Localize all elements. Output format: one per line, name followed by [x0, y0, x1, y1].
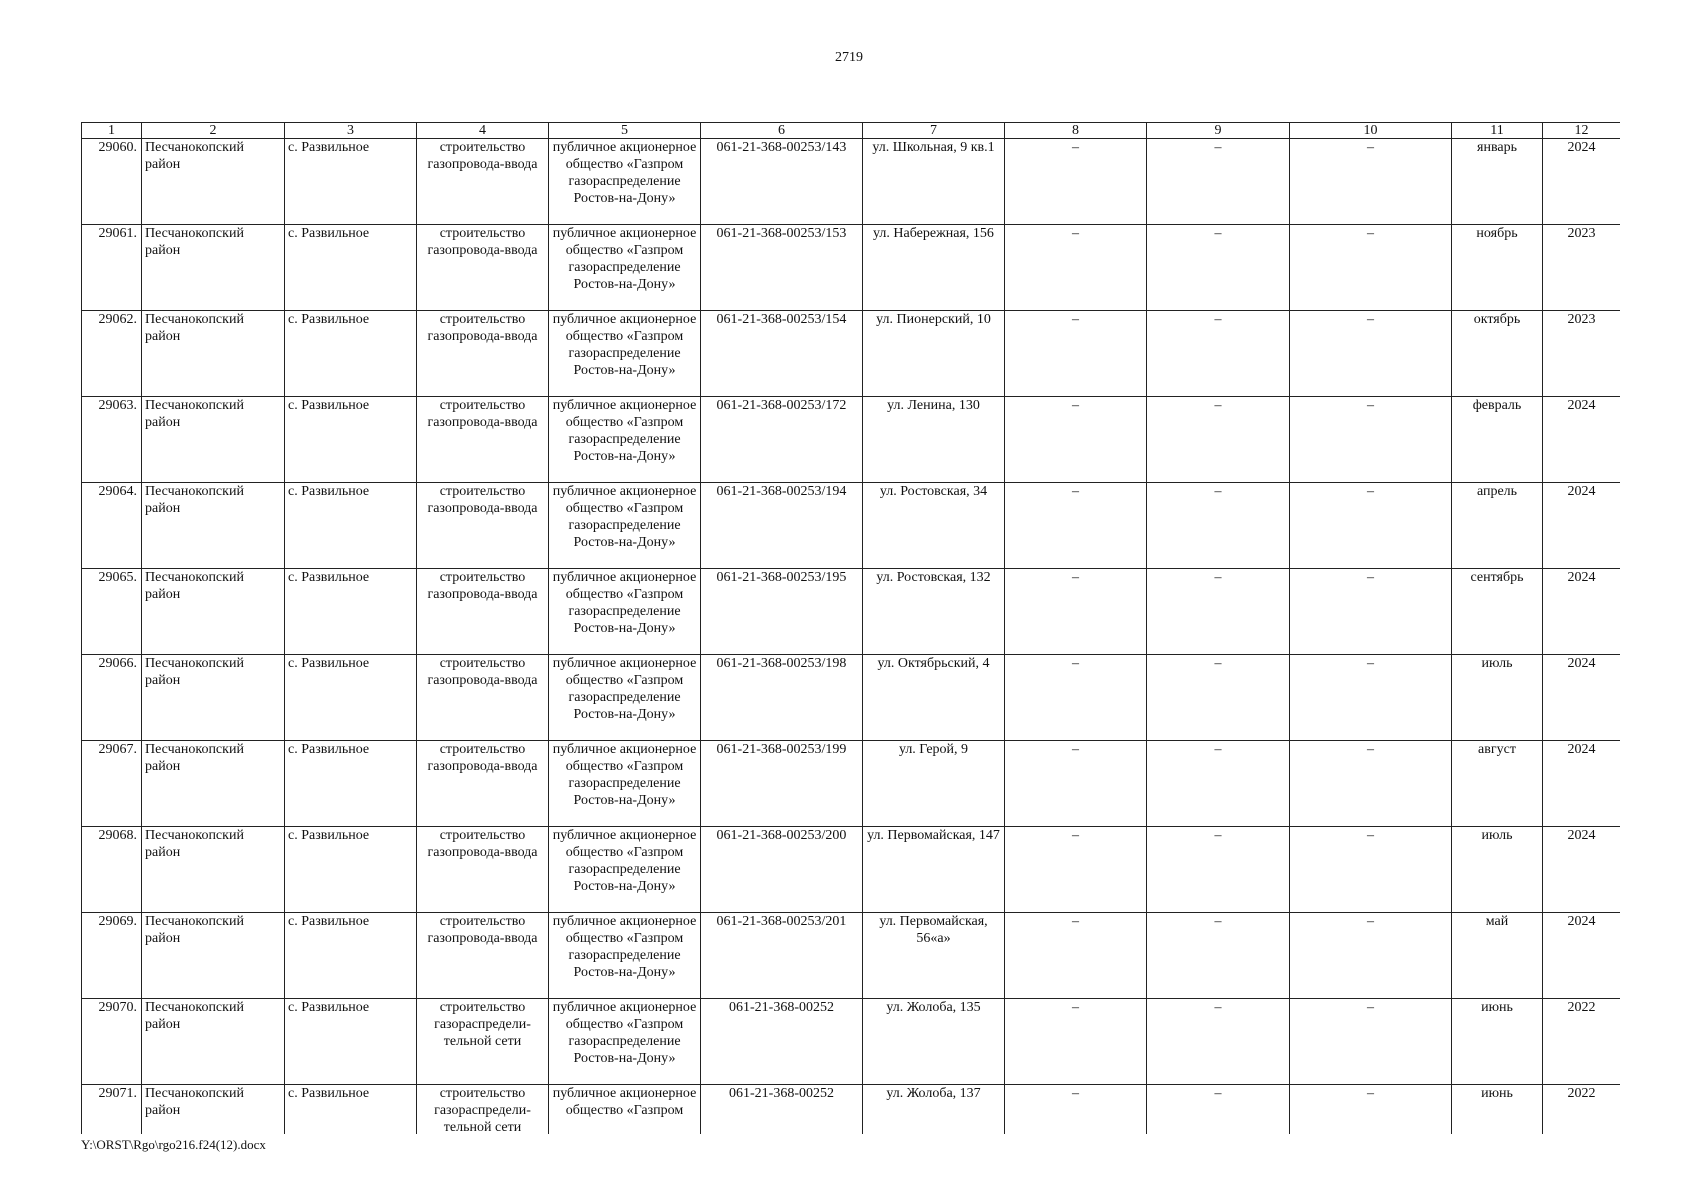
project-code-cell: 061-21-368-00253/153 — [701, 225, 863, 311]
column-9-cell: – — [1147, 999, 1290, 1085]
year-cell: 2024 — [1543, 913, 1621, 999]
column-9-cell: – — [1147, 655, 1290, 741]
settlement-cell: с. Развильное — [285, 139, 417, 225]
column-header-4: 4 — [417, 123, 549, 139]
district-cell: Песчанокопский район — [142, 139, 285, 225]
address-cell: ул. Школьная, 9 кв.1 — [863, 139, 1005, 225]
address-cell: ул. Ростовская, 132 — [863, 569, 1005, 655]
column-header-3: 3 — [285, 123, 417, 139]
column-10-cell: – — [1290, 999, 1452, 1085]
organization-cell: публичное акционерное общество «Газпром газораспределение Ростов-на-Дону» — [549, 139, 701, 225]
year-cell: 2024 — [1543, 139, 1621, 225]
organization-cell: публичное акционерное общество «Газпром газораспределение Ростов-на-Дону» — [549, 225, 701, 311]
row-number-cell: 29070. — [82, 999, 142, 1085]
table-header — [82, 123, 1621, 139]
table-body — [82, 139, 1621, 1135]
column-9-cell: – — [1147, 827, 1290, 913]
table-row — [82, 1085, 1621, 1135]
address-cell: ул. Первомайская, 147 — [863, 827, 1005, 913]
table-row — [82, 655, 1621, 741]
row-number-cell: 29062. — [82, 311, 142, 397]
month-cell: август — [1452, 741, 1543, 827]
column-9-cell: – — [1147, 1085, 1290, 1135]
month-cell: май — [1452, 913, 1543, 999]
work-type-cell: строительство газораспредели-тельной сети — [417, 1085, 549, 1135]
year-cell: 2024 — [1543, 827, 1621, 913]
year-cell: 2024 — [1543, 569, 1621, 655]
column-8-cell: – — [1005, 311, 1147, 397]
address-cell: ул. Пионерский, 10 — [863, 311, 1005, 397]
page-number: 2719 — [835, 50, 863, 65]
table-row — [82, 139, 1621, 225]
table-row — [82, 311, 1621, 397]
settlement-cell: с. Развильное — [285, 827, 417, 913]
settlement-cell: с. Развильное — [285, 569, 417, 655]
address-cell: ул. Ростовская, 34 — [863, 483, 1005, 569]
settlement-cell: с. Развильное — [285, 225, 417, 311]
settlement-cell: с. Развильное — [285, 741, 417, 827]
district-cell: Песчанокопский район — [142, 311, 285, 397]
organization-cell: публичное акционерное общество «Газпром газораспределение Ростов-на-Дону» — [549, 827, 701, 913]
header-row — [82, 123, 1621, 139]
settlement-cell: с. Развильное — [285, 999, 417, 1085]
row-number-cell: 29060. — [82, 139, 142, 225]
column-header-11: 11 — [1452, 123, 1543, 139]
project-code-cell: 061-21-368-00252 — [701, 1085, 863, 1135]
row-number-cell: 29064. — [82, 483, 142, 569]
month-cell: апрель — [1452, 483, 1543, 569]
project-code-cell: 061-21-368-00253/201 — [701, 913, 863, 999]
address-cell: ул. Жолоба, 135 — [863, 999, 1005, 1085]
table-row — [82, 913, 1621, 999]
document-table-wrapper — [81, 122, 1620, 1134]
month-cell: июль — [1452, 655, 1543, 741]
column-8-cell: – — [1005, 139, 1147, 225]
row-number-cell: 29066. — [82, 655, 142, 741]
column-9-cell: – — [1147, 225, 1290, 311]
year-cell: 2024 — [1543, 655, 1621, 741]
table-row — [82, 225, 1621, 311]
column-header-8: 8 — [1005, 123, 1147, 139]
organization-cell: публичное акционерное общество «Газпром газораспределение Ростов-на-Дону» — [549, 741, 701, 827]
project-code-cell: 061-21-368-00253/195 — [701, 569, 863, 655]
project-code-cell: 061-21-368-00253/199 — [701, 741, 863, 827]
work-type-cell: строительство газопровода-ввода — [417, 311, 549, 397]
year-cell: 2024 — [1543, 483, 1621, 569]
column-10-cell: – — [1290, 1085, 1452, 1135]
project-code-cell: 061-21-368-00253/154 — [701, 311, 863, 397]
work-type-cell: строительство газопровода-ввода — [417, 913, 549, 999]
organization-cell: публичное акционерное общество «Газпром — [549, 1085, 701, 1135]
column-9-cell: – — [1147, 397, 1290, 483]
column-9-cell: – — [1147, 913, 1290, 999]
column-10-cell: – — [1290, 225, 1452, 311]
month-cell: ноябрь — [1452, 225, 1543, 311]
work-type-cell: строительство газопровода-ввода — [417, 569, 549, 655]
district-cell: Песчанокопский район — [142, 913, 285, 999]
column-header-5: 5 — [549, 123, 701, 139]
district-cell: Песчанокопский район — [142, 741, 285, 827]
settlement-cell: с. Развильное — [285, 483, 417, 569]
settlement-cell: с. Развильное — [285, 913, 417, 999]
column-10-cell: – — [1290, 139, 1452, 225]
column-10-cell: – — [1290, 655, 1452, 741]
column-header-2: 2 — [142, 123, 285, 139]
district-cell: Песчанокопский район — [142, 483, 285, 569]
column-9-cell: – — [1147, 483, 1290, 569]
column-8-cell: – — [1005, 913, 1147, 999]
row-number-cell: 29069. — [82, 913, 142, 999]
row-number-cell: 29063. — [82, 397, 142, 483]
work-type-cell: строительство газопровода-ввода — [417, 741, 549, 827]
month-cell: январь — [1452, 139, 1543, 225]
column-header-7: 7 — [863, 123, 1005, 139]
footer-file-path: Y:\ORST\Rgo\rgo216.f24(12).docx — [81, 1137, 266, 1152]
column-9-cell: – — [1147, 569, 1290, 655]
column-9-cell: – — [1147, 741, 1290, 827]
table-row — [82, 483, 1621, 569]
district-cell: Песчанокопский район — [142, 999, 285, 1085]
column-header-9: 9 — [1147, 123, 1290, 139]
month-cell: февраль — [1452, 397, 1543, 483]
table-row — [82, 397, 1621, 483]
column-10-cell: – — [1290, 741, 1452, 827]
project-code-cell: 061-21-368-00253/194 — [701, 483, 863, 569]
district-cell: Песчанокопский район — [142, 569, 285, 655]
column-8-cell: – — [1005, 655, 1147, 741]
row-number-cell: 29068. — [82, 827, 142, 913]
work-type-cell: строительство газопровода-ввода — [417, 827, 549, 913]
address-cell: ул. Жолоба, 137 — [863, 1085, 1005, 1135]
district-cell: Песчанокопский район — [142, 827, 285, 913]
organization-cell: публичное акционерное общество «Газпром газораспределение Ростов-на-Дону» — [549, 483, 701, 569]
project-code-cell: 061-21-368-00253/198 — [701, 655, 863, 741]
column-10-cell: – — [1290, 483, 1452, 569]
table-row — [82, 569, 1621, 655]
column-9-cell: – — [1147, 139, 1290, 225]
organization-cell: публичное акционерное общество «Газпром газораспределение Ростов-на-Дону» — [549, 913, 701, 999]
organization-cell: публичное акционерное общество «Газпром газораспределение Ростов-на-Дону» — [549, 397, 701, 483]
year-cell: 2023 — [1543, 225, 1621, 311]
column-8-cell: – — [1005, 483, 1147, 569]
column-8-cell: – — [1005, 1085, 1147, 1135]
work-type-cell: строительство газопровода-ввода — [417, 483, 549, 569]
column-10-cell: – — [1290, 569, 1452, 655]
month-cell: июнь — [1452, 1085, 1543, 1135]
column-8-cell: – — [1005, 827, 1147, 913]
document-table — [81, 122, 1620, 1134]
address-cell: ул. Октябрьский, 4 — [863, 655, 1005, 741]
table-row — [82, 999, 1621, 1085]
month-cell: октябрь — [1452, 311, 1543, 397]
column-header-1: 1 — [82, 123, 142, 139]
project-code-cell: 061-21-368-00252 — [701, 999, 863, 1085]
column-10-cell: – — [1290, 397, 1452, 483]
organization-cell: публичное акционерное общество «Газпром газораспределение Ростов-на-Дону» — [549, 311, 701, 397]
column-8-cell: – — [1005, 225, 1147, 311]
settlement-cell: с. Развильное — [285, 655, 417, 741]
work-type-cell: строительство газопровода-ввода — [417, 397, 549, 483]
address-cell: ул. Ленина, 130 — [863, 397, 1005, 483]
column-10-cell: – — [1290, 827, 1452, 913]
organization-cell: публичное акционерное общество «Газпром газораспределение Ростов-на-Дону» — [549, 655, 701, 741]
settlement-cell: с. Развильное — [285, 397, 417, 483]
column-10-cell: – — [1290, 311, 1452, 397]
month-cell: июль — [1452, 827, 1543, 913]
row-number-cell: 29061. — [82, 225, 142, 311]
month-cell: сентябрь — [1452, 569, 1543, 655]
year-cell: 2022 — [1543, 999, 1621, 1085]
organization-cell: публичное акционерное общество «Газпром газораспределение Ростов-на-Дону» — [549, 569, 701, 655]
settlement-cell: с. Развильное — [285, 311, 417, 397]
table-row — [82, 827, 1621, 913]
address-cell: ул. Герой, 9 — [863, 741, 1005, 827]
district-cell: Песчанокопский район — [142, 1085, 285, 1135]
column-8-cell: – — [1005, 569, 1147, 655]
address-cell: ул. Набережная, 156 — [863, 225, 1005, 311]
district-cell: Песчанокопский район — [142, 225, 285, 311]
column-header-6: 6 — [701, 123, 863, 139]
settlement-cell: с. Развильное — [285, 1085, 417, 1135]
table-row — [82, 741, 1621, 827]
district-cell: Песчанокопский район — [142, 397, 285, 483]
column-8-cell: – — [1005, 741, 1147, 827]
year-cell: 2024 — [1543, 397, 1621, 483]
column-header-12: 12 — [1543, 123, 1621, 139]
project-code-cell: 061-21-368-00253/200 — [701, 827, 863, 913]
organization-cell: публичное акционерное общество «Газпром газораспределение Ростов-на-Дону» — [549, 999, 701, 1085]
row-number-cell: 29067. — [82, 741, 142, 827]
column-8-cell: – — [1005, 999, 1147, 1085]
column-10-cell: – — [1290, 913, 1452, 999]
row-number-cell: 29071. — [82, 1085, 142, 1135]
work-type-cell: строительство газопровода-ввода — [417, 655, 549, 741]
column-8-cell: – — [1005, 397, 1147, 483]
year-cell: 2023 — [1543, 311, 1621, 397]
project-code-cell: 061-21-368-00253/172 — [701, 397, 863, 483]
column-header-10: 10 — [1290, 123, 1452, 139]
year-cell: 2024 — [1543, 741, 1621, 827]
district-cell: Песчанокопский район — [142, 655, 285, 741]
project-code-cell: 061-21-368-00253/143 — [701, 139, 863, 225]
column-9-cell: – — [1147, 311, 1290, 397]
year-cell: 2022 — [1543, 1085, 1621, 1135]
month-cell: июнь — [1452, 999, 1543, 1085]
work-type-cell: строительство газопровода-ввода — [417, 225, 549, 311]
row-number-cell: 29065. — [82, 569, 142, 655]
work-type-cell: строительство газораспредели-тельной сети — [417, 999, 549, 1085]
work-type-cell: строительство газопровода-ввода — [417, 139, 549, 225]
address-cell: ул. Первомайская, 56«а» — [863, 913, 1005, 999]
